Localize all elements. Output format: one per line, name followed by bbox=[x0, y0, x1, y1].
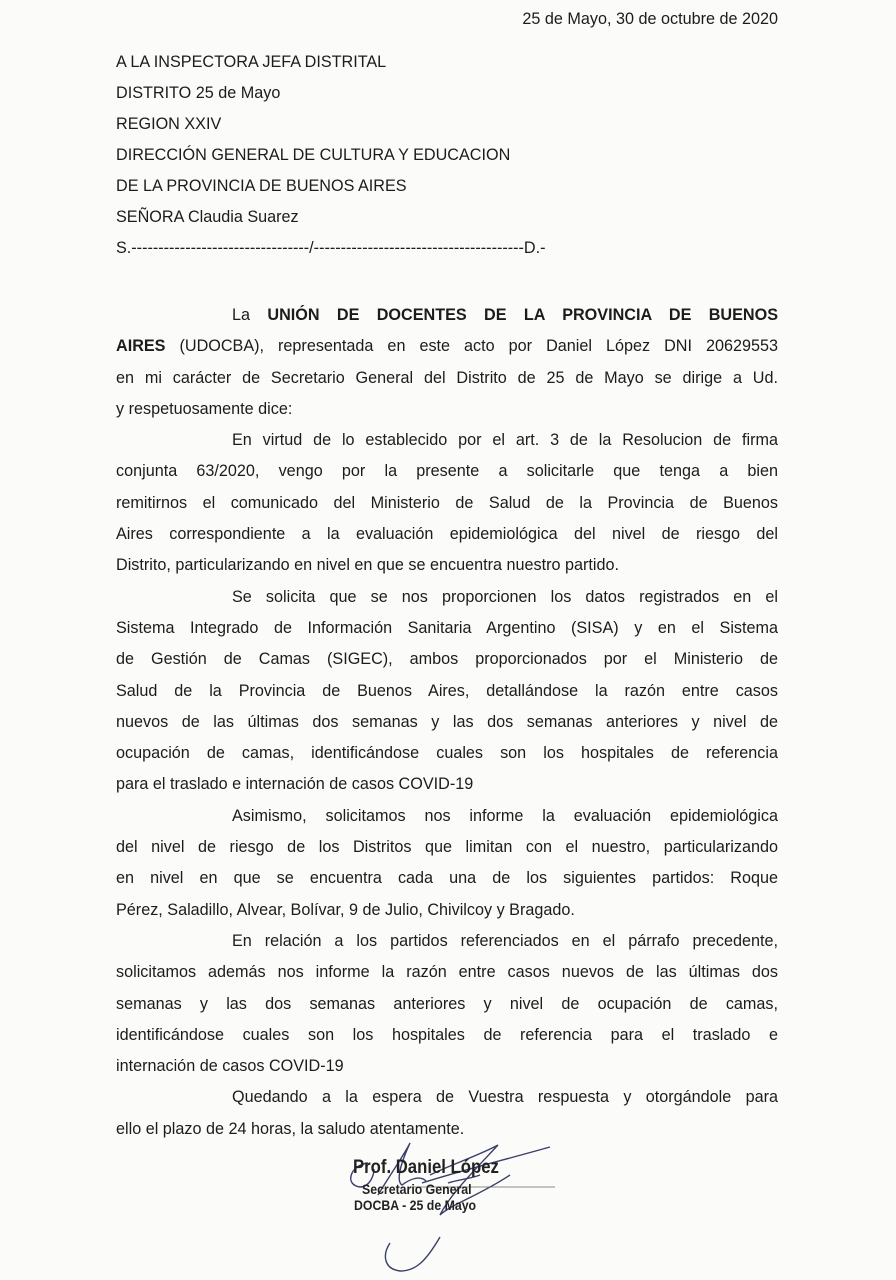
paragraph bbox=[116, 300, 778, 425]
text-line bbox=[116, 456, 778, 487]
text-segment: para el traslado e internación de casos COVID-19 bbox=[116, 775, 474, 794]
text-segment: (UDOCBA), representada en este acto por Daniel López DNI 20629553 bbox=[165, 337, 778, 356]
paragraph bbox=[116, 425, 778, 581]
letter-date: 25 de Mayo, 30 de octubre de 2020 bbox=[522, 10, 778, 28]
paragraph bbox=[116, 926, 778, 1082]
text-line bbox=[116, 1020, 778, 1051]
text-segment: Se solicita que se nos proporcionen los datos registrados en el bbox=[232, 587, 778, 606]
text-segment: Asimismo, solicitamos nos informe la evaluación epidemiológica bbox=[232, 806, 778, 825]
addressee-line: REGION XXIV bbox=[116, 115, 222, 133]
text-segment: Aires correspondiente a la evaluación epidemiológica del nivel de riesgo del bbox=[116, 525, 778, 544]
text-segment: Sistema Integrado de Información Sanitaria Argentino (SISA) y en el Sistema bbox=[116, 618, 778, 637]
paragraph bbox=[116, 582, 778, 801]
text-line bbox=[116, 801, 778, 832]
text-segment: ocupación de camas, identificándose cuales son los hospitales de referencia bbox=[116, 744, 778, 763]
text-segment: remitirnos el comunicado del Ministerio de Salud de la Provincia de Buenos bbox=[116, 493, 778, 512]
text-segment: de Gestión de Camas (SIGEC), ambos proporcionados por el Ministerio de bbox=[116, 650, 778, 669]
text-segment: conjunta 63/2020, vengo por la presente a solicitarle que tenga a bien bbox=[116, 462, 778, 481]
text-line bbox=[116, 769, 778, 800]
text-segment: Salud de la Provincia de Buenos Aires, detallándose la razón entre casos bbox=[116, 681, 778, 700]
signatory-title: Secretario General bbox=[362, 1181, 472, 1197]
addressee-line: DISTRITO 25 de Mayo bbox=[116, 84, 281, 102]
addressee-line: DIRECCIÓN GENERAL DE CULTURA Y EDUCACION bbox=[116, 146, 511, 164]
text-line bbox=[116, 425, 778, 456]
text-line bbox=[116, 957, 778, 988]
addressee-line: S.---------------------------------/---------------------------------------D.- bbox=[116, 239, 546, 257]
text-line bbox=[116, 300, 778, 331]
text-line bbox=[116, 1082, 778, 1113]
signatory-organization: DOCBA - 25 de Mayo bbox=[354, 1197, 477, 1213]
text-line bbox=[116, 488, 778, 519]
text-line bbox=[116, 363, 778, 394]
text-segment: La bbox=[232, 306, 268, 324]
text-segment: ello el plazo de 24 horas, la saludo atentamente. bbox=[116, 1119, 465, 1138]
text-segment: Distrito, particularizando en nivel en que se encuentra nuestro partido. bbox=[116, 556, 620, 575]
addressee-block bbox=[116, 47, 546, 264]
text-segment: En virtud de lo establecido por el art. 3 de la Resolucion de firma bbox=[232, 431, 778, 450]
text-line bbox=[116, 707, 778, 738]
text-segment: solicitamos además nos informe la razón entre casos nuevos de las últimas dos bbox=[116, 963, 778, 982]
text-line bbox=[116, 895, 778, 926]
letter-body bbox=[116, 300, 778, 1145]
text-line bbox=[116, 926, 778, 957]
text-line bbox=[116, 613, 778, 644]
text-segment: Quedando a la espera de Vuestra respuesta y otorgándole para bbox=[232, 1088, 778, 1107]
text-line bbox=[116, 832, 778, 863]
text-line bbox=[116, 644, 778, 675]
text-segment: y respetuosamente dice: bbox=[116, 399, 293, 418]
text-segment: en mi carácter de Secretario General del Distrito de 25 de Mayo se dirige a Ud. bbox=[116, 368, 778, 387]
text-segment: Pérez, Saladillo, Alvear, Bolívar, 9 de Julio, Chivilcoy y Bragado. bbox=[116, 900, 575, 919]
bold-text: UNIÓN DE DOCENTES DE LA PROVINCIA DE BUENOS bbox=[267, 306, 778, 324]
text-line bbox=[116, 550, 778, 581]
text-line bbox=[116, 863, 778, 894]
text-line bbox=[116, 519, 778, 550]
text-segment: del nivel de riesgo de los Distritos que limitan con el nuestro, particularizando bbox=[116, 838, 778, 857]
text-segment: internación de casos COVID-19 bbox=[116, 1057, 344, 1076]
addressee-line: SEÑORA Claudia Suarez bbox=[116, 208, 299, 226]
text-line bbox=[116, 738, 778, 769]
addressee-line: A LA INSPECTORA JEFA DISTRITAL bbox=[116, 53, 387, 71]
signatory-name: Prof. Daniel López bbox=[353, 1157, 499, 1178]
text-segment: semanas y las dos semanas anteriores y nivel de ocupación de camas, bbox=[116, 994, 778, 1013]
text-line bbox=[116, 331, 778, 362]
addressee-line: DE LA PROVINCIA DE BUENOS AIRES bbox=[116, 177, 407, 195]
signature-block bbox=[330, 1135, 570, 1275]
bold-text: AIRES bbox=[116, 337, 166, 356]
text-segment: nuevos de las últimas dos semanas y las dos semanas anteriores y nivel de bbox=[116, 712, 778, 731]
text-segment: En relación a los partidos referenciados en el párrafo precedente, bbox=[232, 931, 778, 950]
text-line bbox=[116, 394, 778, 425]
text-line bbox=[116, 582, 778, 613]
text-segment: en nivel en que se encuentra cada una de los siguientes partidos: Roque bbox=[116, 869, 778, 888]
text-line bbox=[116, 989, 778, 1020]
text-segment: identificándose cuales son los hospitales de referencia para el traslado e bbox=[116, 1025, 778, 1044]
text-line bbox=[116, 1051, 778, 1082]
text-line bbox=[116, 676, 778, 707]
paragraph bbox=[116, 801, 778, 926]
